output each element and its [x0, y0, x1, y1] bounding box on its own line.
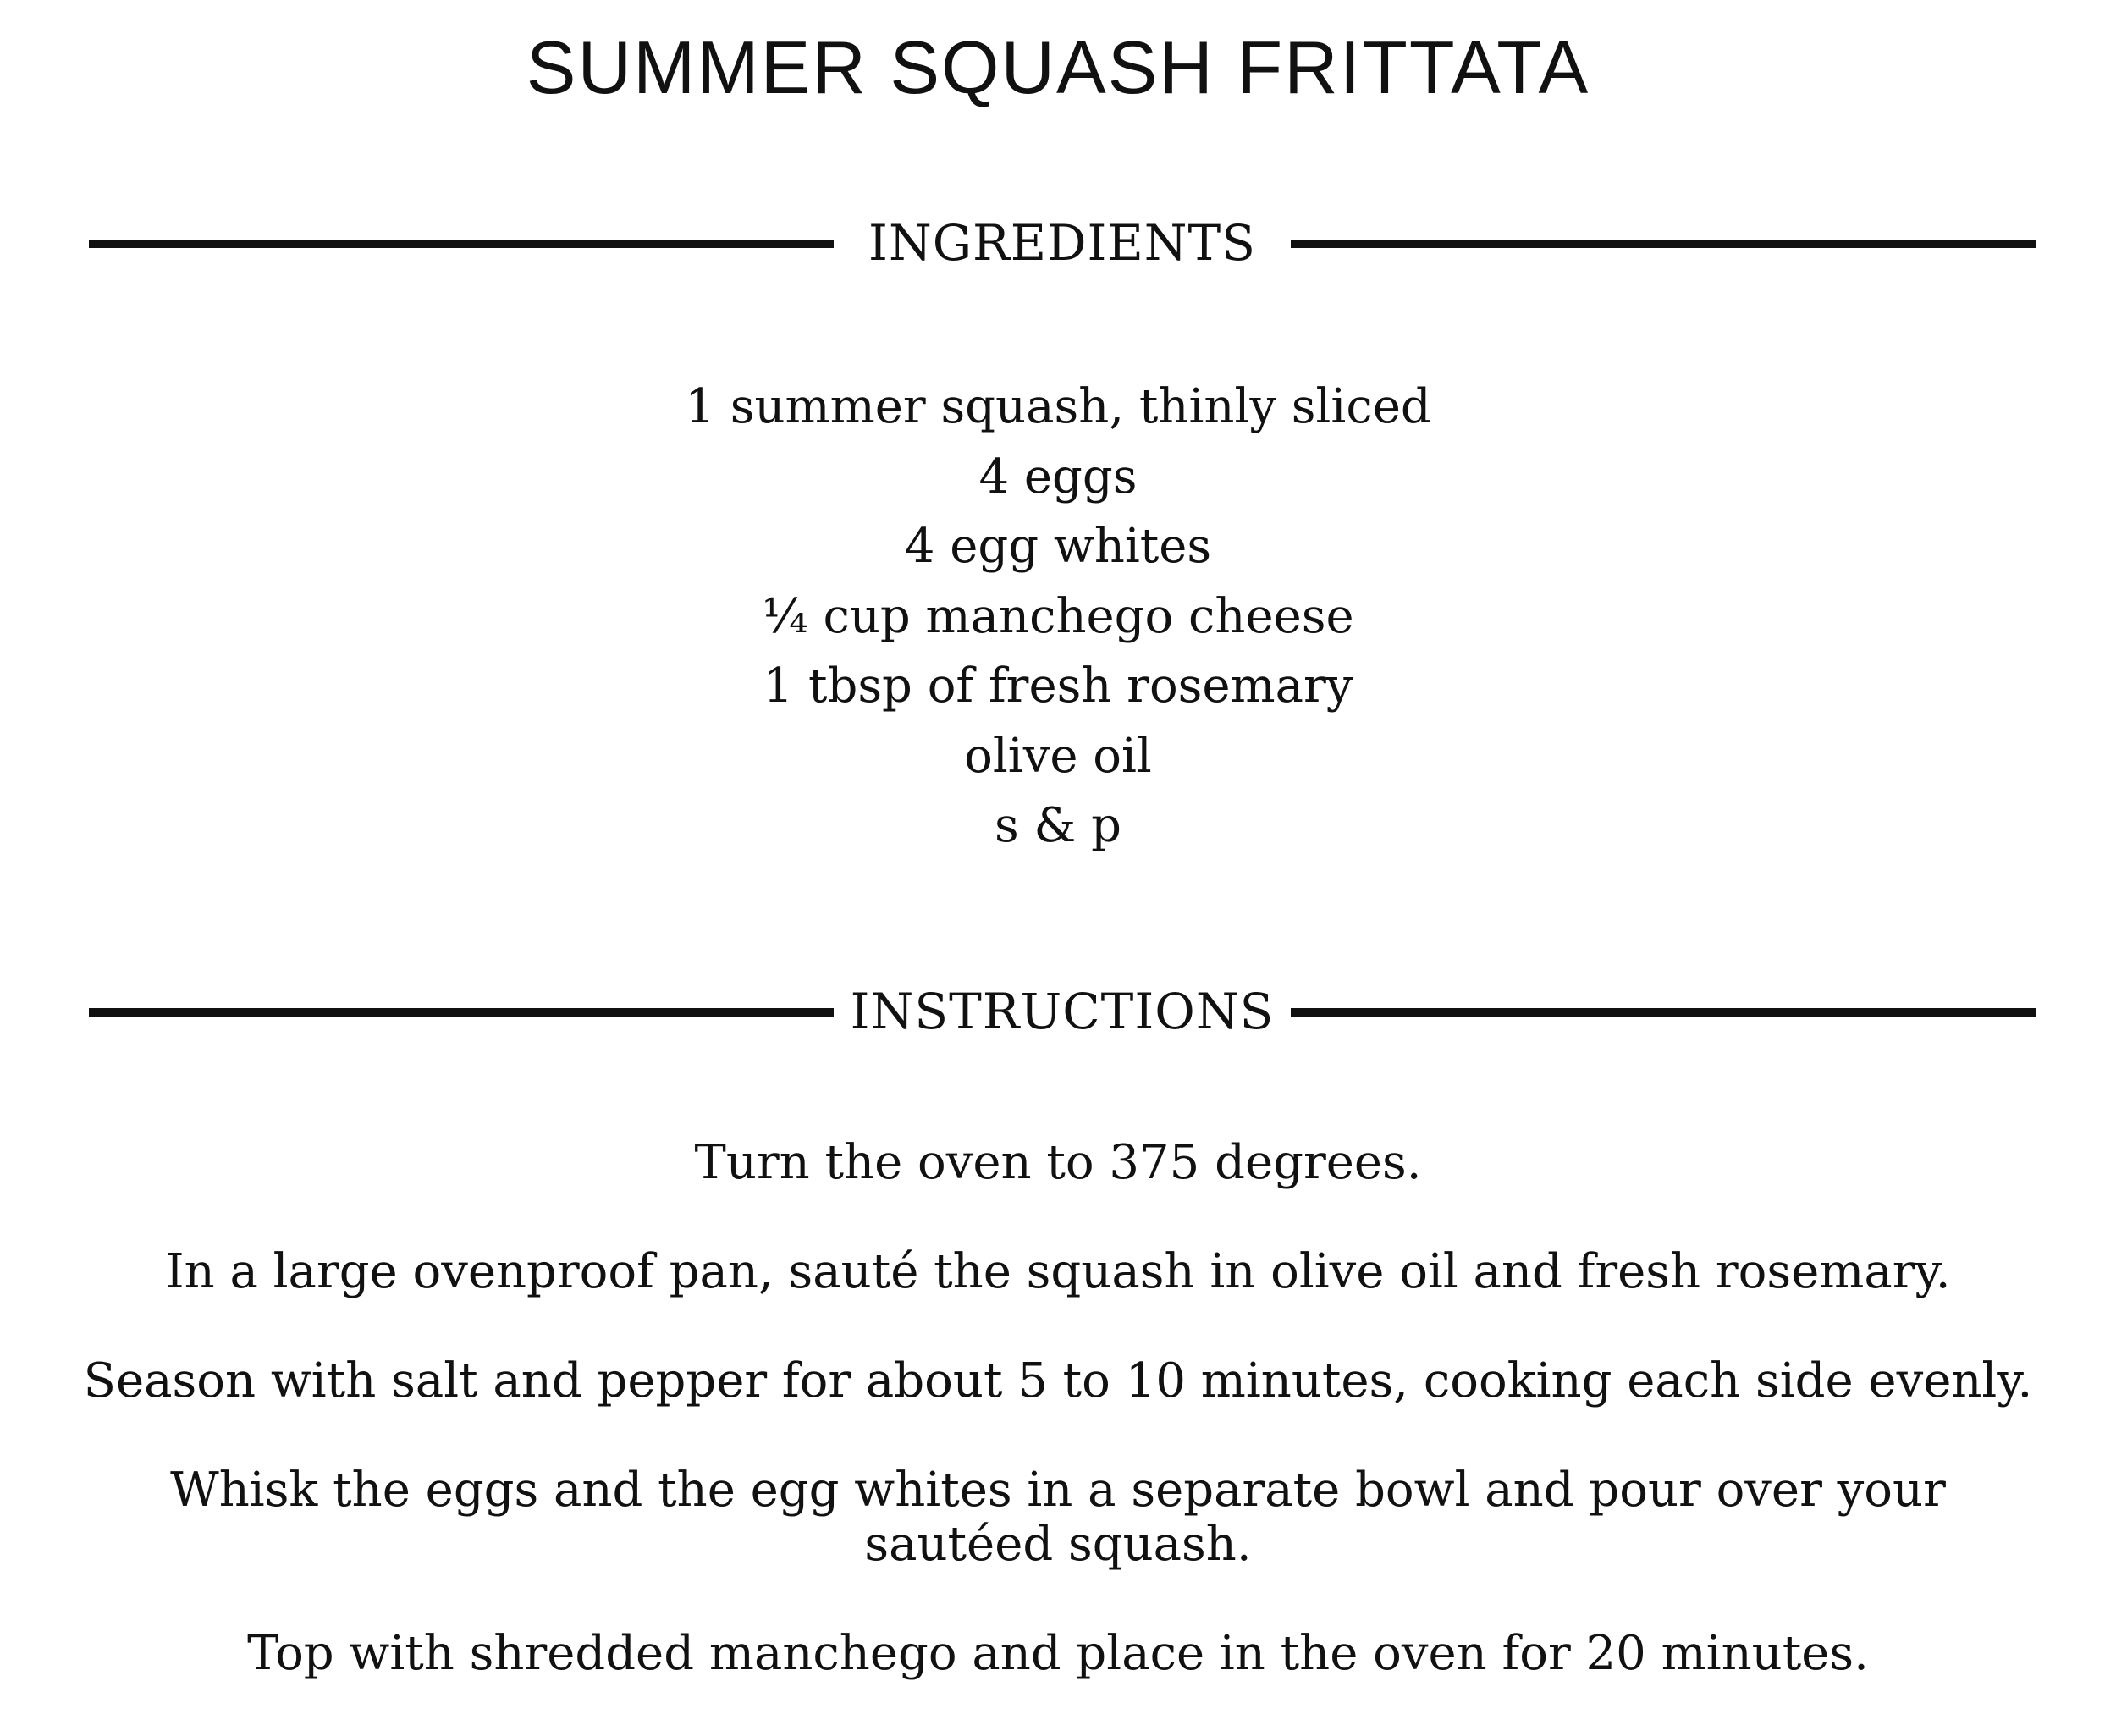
ingredient-item: 4 eggs	[978, 449, 1138, 504]
ingredient-item: 1 summer squash, thinly sliced	[685, 379, 1431, 434]
ingredient-item: 1 tbsp of fresh rosemary	[763, 659, 1353, 714]
ingredient-item: olive oil	[964, 728, 1152, 784]
ingredient-item: ¼ cup manchego cheese	[762, 588, 1354, 644]
instruction-step: Whisk the eggs and the egg whites in a separate bowl and pour over your sautéed squash.	[170, 1463, 1946, 1572]
divider-right	[1291, 1008, 2036, 1017]
instruction-step: Top with shredded manchego and place in the oven for 20 minutes.	[247, 1626, 1869, 1681]
instruction-step: Season with salt and pepper for about 5 to 10 minutes, cooking each side evenly.	[83, 1353, 2033, 1408]
ingredient-item: s & p	[994, 798, 1122, 853]
divider-right	[1291, 240, 2036, 248]
instructions-heading: INSTRUCTIONS	[850, 983, 1275, 1040]
ingredient-item: 4 egg whites	[904, 519, 1212, 574]
instructions-header	[89, 982, 2036, 1041]
ingredients-list	[0, 372, 2116, 862]
instructions-list	[0, 1136, 2116, 1736]
instruction-step: In a large ovenproof pan, sauté the squash in olive oil and fresh rosemary.	[165, 1244, 1951, 1299]
divider-left	[89, 240, 834, 248]
ingredients-heading: INGREDIENTS	[868, 214, 1256, 272]
instruction-step: Turn the oven to 375 degrees.	[694, 1135, 1422, 1190]
divider-left	[89, 1008, 834, 1017]
recipe-title: SUMMER SQUASH FRITTATA	[526, 25, 1590, 109]
ingredients-header	[89, 213, 2036, 273]
